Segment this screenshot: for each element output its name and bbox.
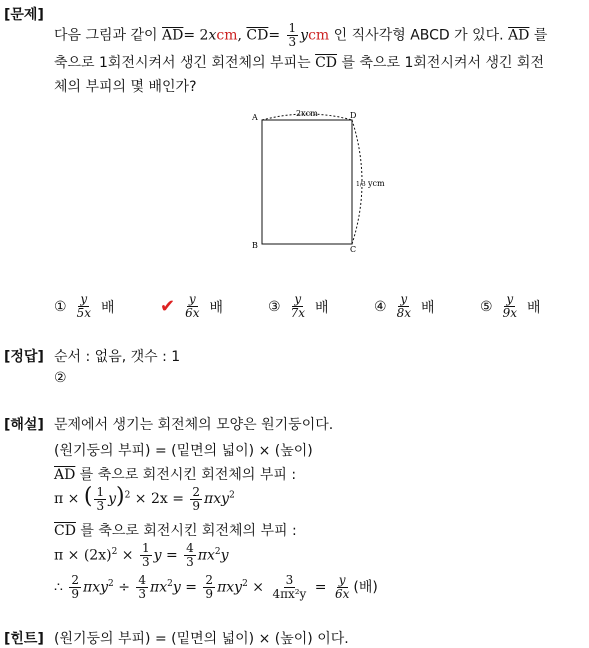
problem-line-1: 다음 그림과 같이 $\overline{AD}= 2xcm$, $\overline{CD}=$ $\frac{1}{3}$ ycm 인 직사각형 ABCD 가 있다. $\overline{AD}$ 를	[54, 21, 548, 49]
side-fraction-label: 1/3	[356, 181, 366, 188]
answer-meta: 순서 : 없음, 갯수 : 1	[54, 349, 181, 365]
section-label-hint: [힌트]	[4, 631, 44, 647]
section-label-answer: [정답]	[4, 349, 44, 365]
choice-3[interactable]: ③ $\frac{y}{7x}$ 배	[268, 292, 329, 320]
hint-text: (원기둥의 부피) = (밑면의 넓이) × (높이) 이다.	[54, 631, 349, 647]
explanation-line-7: ∴ $\frac{2}{9}$ πxy$^2$ ÷ $\frac{4}{3}$ $\pi x^2y$ = $\frac{2}{9}$ πxy$^2$ × $\frac{3}{\text{4πx²y}}$ = $\frac{y}{6x}$ (배)	[54, 573, 378, 601]
choice-1[interactable]: ① $\frac{y}{5x}$ 배	[54, 292, 115, 320]
choice-5[interactable]: ⑤ $\frac{y}{9x}$ 배	[480, 292, 541, 320]
problem-line-2: 축으로 1회전시켜서 생긴 회전체의 부피는 $\overline{CD}$ 를 축으로 1회전시켜서 생긴 회전	[54, 55, 544, 71]
check-icon: ✔	[160, 296, 176, 317]
problem-line-3: 체의 부피의 몇 배인가?	[54, 79, 197, 95]
answer-value: ②	[54, 370, 67, 386]
explanation-line-3: $\overline{AD}$ 를 축으로 회전시킨 회전체의 부피 :	[54, 467, 297, 483]
vertex-c: C	[350, 245, 357, 254]
side-length-label: ycm	[368, 179, 385, 188]
choice-2[interactable]: ✔ $\frac{y}{6x}$ 배	[160, 292, 224, 320]
section-label-problem: [문제]	[4, 7, 44, 23]
top-length-label: 2xcm	[296, 109, 318, 118]
explanation-line-1: 문제에서 생기는 회전체의 모양은 원기둥이다.	[54, 417, 334, 433]
rectangle-figure	[248, 106, 388, 256]
explanation-line-5: $\overline{CD}$ 를 축으로 회전시킨 회전체의 부피 :	[54, 523, 297, 539]
explanation-line-4: π × ( $\frac{1}{3}$ y)$^2$ × 2x = $\frac{2}{9}$ πxy$^2$	[54, 484, 235, 513]
explanation-line-2: (원기둥의 부피) = (밑면의 넓이) × (높이)	[54, 443, 313, 459]
choice-4[interactable]: ④ $\frac{y}{8x}$ 배	[374, 292, 435, 320]
explanation-line-6: $\pi \times (2x)^2$ × $\frac{1}{3}$ y = $\frac{4}{3}$ $\pi x^2y$	[54, 541, 229, 569]
vertex-b: B	[252, 241, 258, 250]
vertex-d: D	[350, 111, 357, 120]
section-label-explanation: [해설]	[4, 417, 44, 433]
vertex-a: A	[252, 113, 258, 122]
